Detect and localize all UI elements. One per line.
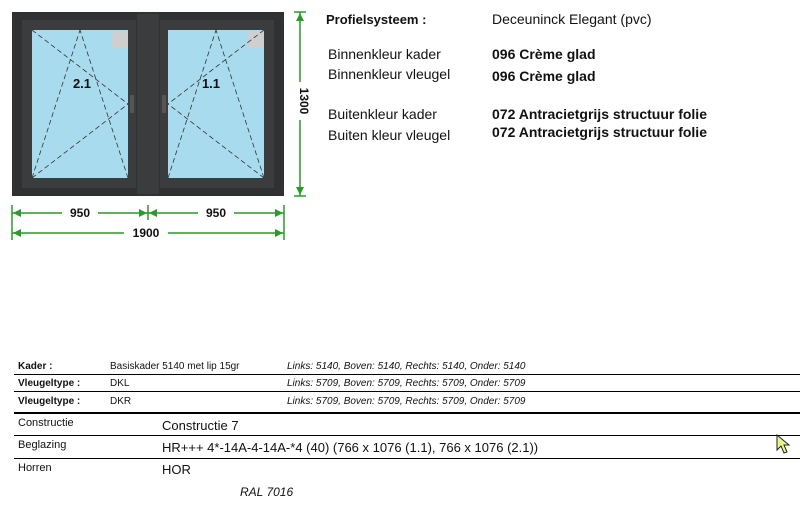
window-elevation-drawing bbox=[0, 0, 320, 260]
table-row-value: HOR bbox=[162, 462, 191, 477]
table-row-label: Kader : bbox=[18, 361, 53, 372]
total-width-label: 1900 bbox=[132, 226, 160, 240]
mouse-cursor-icon bbox=[776, 434, 792, 454]
table-row-detail: Links: 5709, Boven: 5709, Rechts: 5709, Onder: 5709 bbox=[287, 396, 526, 407]
table-row-value: DKL bbox=[110, 378, 130, 389]
profile-label: Profielsysteem : bbox=[326, 12, 427, 27]
table-row-value: Basiskader 5140 met lip 15gr bbox=[110, 361, 240, 372]
color-spec-value: 072 Antracietgrijs structuur folie bbox=[492, 124, 707, 140]
color-spec-value: 096 Crème glad bbox=[492, 46, 596, 62]
table-row-detail: Links: 5140, Boven: 5140, Rechts: 5140, Onder: 5140 bbox=[287, 361, 526, 372]
table-row-label: Vleugeltype : bbox=[18, 396, 81, 407]
color-spec-label: Buitenkleur kader bbox=[328, 106, 437, 122]
table-row-label: Constructie bbox=[18, 417, 74, 429]
table-row-label: Vleugeltype : bbox=[18, 378, 81, 389]
window-mullion bbox=[137, 14, 159, 194]
height-dimension-label: 1300 bbox=[297, 87, 311, 115]
table-row-detail: Links: 5709, Boven: 5709, Rechts: 5709, Onder: 5709 bbox=[287, 378, 526, 389]
color-spec-label: Buiten kleur vleugel bbox=[328, 127, 451, 143]
right-handle bbox=[162, 95, 166, 113]
left-width-label: 950 bbox=[69, 206, 91, 220]
sash-label-right: 1.1 bbox=[201, 76, 221, 91]
table-row-value: HR+++ 4*-14A-4-14A-*4 (40) (766 x 1076 (1.1), 766 x 1076 (2.1)) bbox=[162, 440, 539, 455]
right-glass bbox=[168, 30, 264, 178]
right-width-label: 950 bbox=[205, 206, 227, 220]
color-spec-value: 072 Antracietgrijs structuur folie bbox=[492, 106, 707, 122]
left-handle bbox=[130, 95, 134, 113]
sash-label-left: 2.1 bbox=[72, 76, 92, 91]
table-row-value: Constructie 7 bbox=[162, 418, 239, 433]
profile-value: Deceuninck Elegant (pvc) bbox=[492, 11, 652, 27]
ral-note: RAL 7016 bbox=[240, 485, 294, 499]
left-glass bbox=[32, 30, 128, 178]
color-spec-label: Binnenkleur vleugel bbox=[328, 66, 451, 82]
table-row-label: Beglazing bbox=[18, 439, 67, 451]
table-row-value: DKR bbox=[110, 396, 132, 407]
table-row-label: Horren bbox=[18, 462, 52, 474]
color-spec-label: Binnenkleur kader bbox=[328, 46, 441, 62]
color-spec-value: 096 Crème glad bbox=[492, 68, 596, 84]
left-vent-icon bbox=[112, 32, 128, 48]
